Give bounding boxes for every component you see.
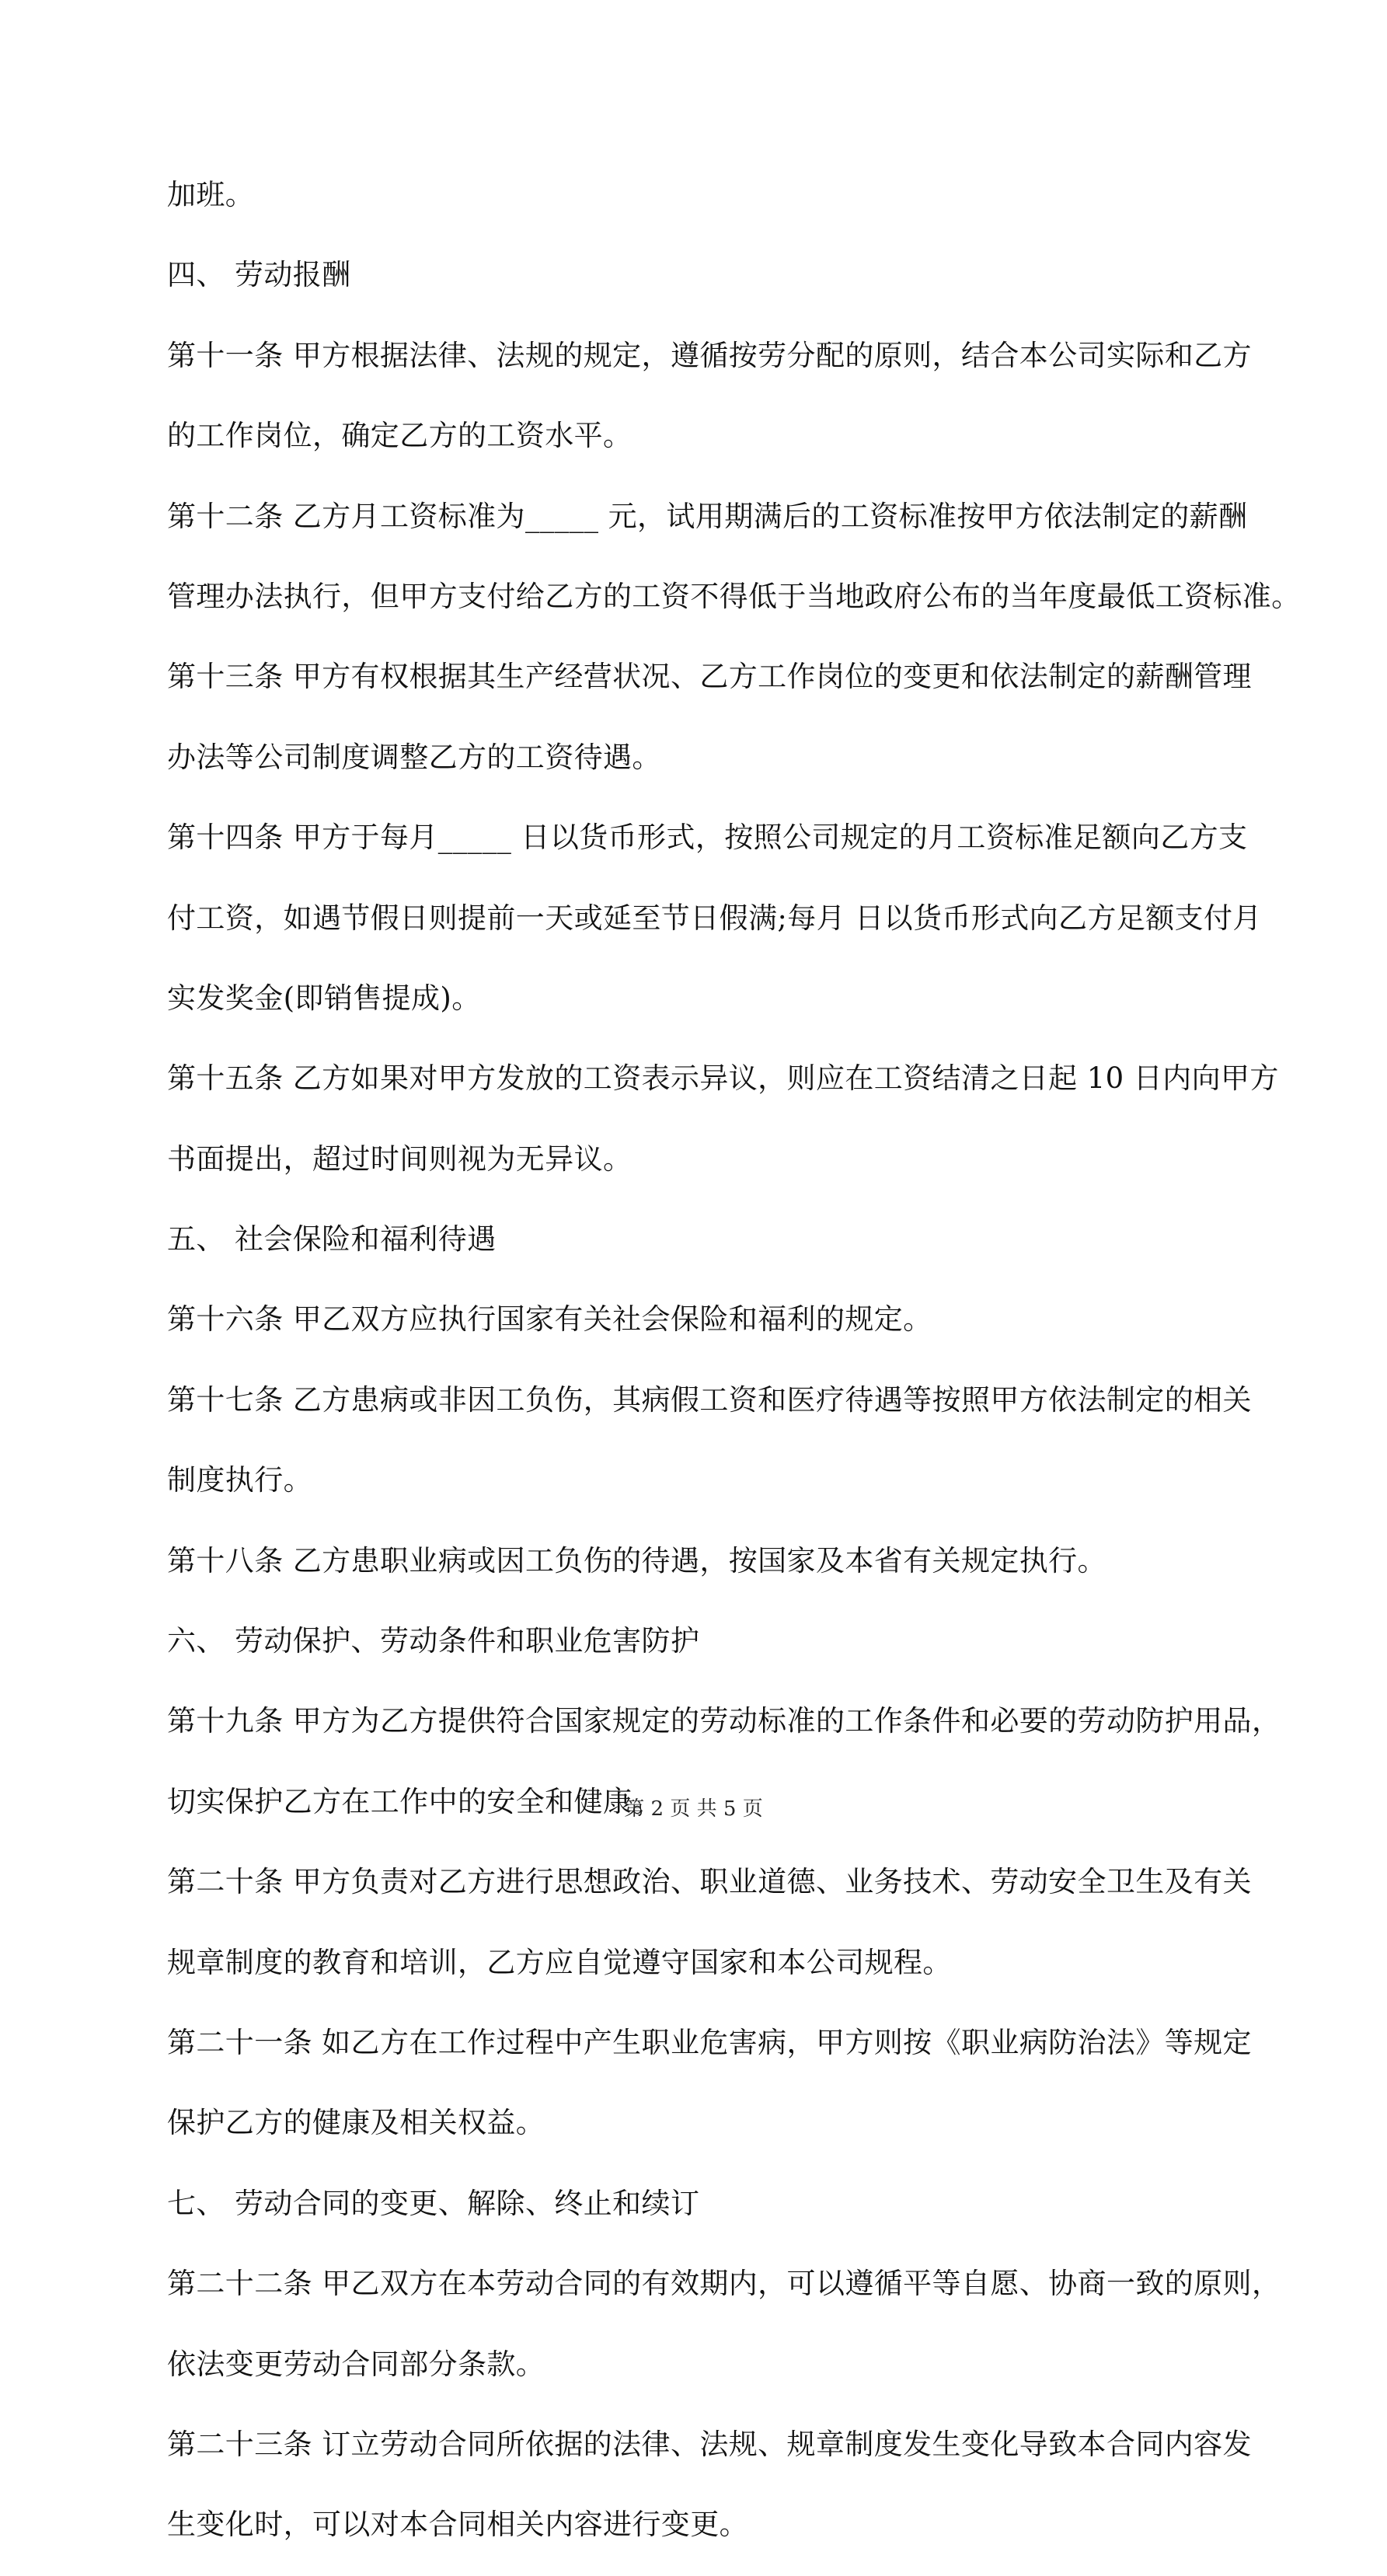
text-line: 规章制度的教育和培训，乙方应自觉遵守国家和本公司规程。 [167, 1945, 952, 1979]
text-line: 第十七条 乙方患病或非因工负伤，其病假工资和医疗待遇等按照甲方依法制定的相关 [167, 1382, 1252, 1417]
text-line: 办法等公司制度调整乙方的工资待遇。 [167, 740, 661, 774]
text-line: 第十九条 甲方为乙方提供符合国家规定的劳动标准的工作条件和必要的劳动防护用品， [167, 1704, 1281, 1738]
text-line: 制度执行。 [167, 1463, 312, 1497]
section-heading: 六、 劳动保护、劳动条件和职业危害防护 [167, 1624, 700, 1658]
text-line: 第十一条 甲方根据法律、法规的规定，遵循按劳分配的原则，结合本公司实际和乙方 [167, 338, 1252, 372]
section-heading: 五、 社会保险和福利待遇 [167, 1222, 497, 1257]
text-line: 第二十三条 订立劳动合同所依据的法律、法规、规章制度发生变化导致本合同内容发 [167, 2427, 1252, 2461]
document-body [167, 166, 1301, 2576]
section-heading: 四、 劳动报酬 [167, 258, 351, 292]
text-line: 第十二条 乙方月工资标准为_____ 元，试用期满后的工资标准按甲方依法制定的薪酬 [167, 499, 1248, 533]
text-line: 实发奖金(即销售提成)。 [167, 981, 481, 1015]
text-line: 第二十一条 如乙方在工作过程中产生职业危害病，甲方则按《职业病防治法》等规定 [167, 2025, 1252, 2059]
text-line: 第十四条 甲方于每月_____ 日以货币形式，按照公司规定的月工资标准足额向乙方支 [167, 821, 1248, 855]
text-line: 第二十条 甲方负责对乙方进行思想政治、职业道德、业务技术、劳动安全卫生及有关 [167, 1865, 1252, 1899]
text-line: 加班。 [167, 178, 255, 211]
section-heading: 七、 劳动合同的变更、解除、终止和续订 [167, 2186, 700, 2220]
text-line: 的工作岗位，确定乙方的工资水平。 [167, 419, 633, 453]
text-line: 生变化时，可以对本合同相关内容进行变更。 [167, 2508, 748, 2542]
text-line: 第十三条 甲方有权根据其生产经营状况、乙方工作岗位的变更和依法制定的薪酬管理 [167, 660, 1252, 694]
text-line: 付工资，如遇节假日则提前一天或延至节日假满;每月 日以货币形式向乙方足额支付月 [167, 901, 1262, 935]
text-line: 切实保护乙方在工作中的安全和健康。 [167, 1784, 661, 1818]
page-number-footer: 第 2 页 共 5 页 [624, 1797, 763, 1821]
text-line: 第十五条 乙方如果对甲方发放的工资表示异议，则应在工资结清之日起 10 日内向甲方 [167, 1061, 1279, 1096]
text-line: 依法变更劳动合同部分条款。 [167, 2347, 545, 2381]
text-line: 第十八条 乙方患职业病或因工负伤的待遇，按国家及本省有关规定执行。 [167, 1543, 1106, 1577]
text-line: 第二十二条 甲乙双方在本劳动合同的有效期内，可以遵循平等自愿、协商一致的原则， [167, 2267, 1281, 2301]
text-line: 保护乙方的健康及相关权益。 [167, 2106, 545, 2140]
text-line: 管理办法执行，但甲方支付给乙方的工资不得低于当地政府公布的当年度最低工资标准。 [167, 579, 1301, 613]
text-line: 第十六条 甲乙双方应执行国家有关社会保险和福利的规定。 [167, 1302, 932, 1337]
text-line: 书面提出，超过时间则视为无异议。 [167, 1142, 633, 1176]
